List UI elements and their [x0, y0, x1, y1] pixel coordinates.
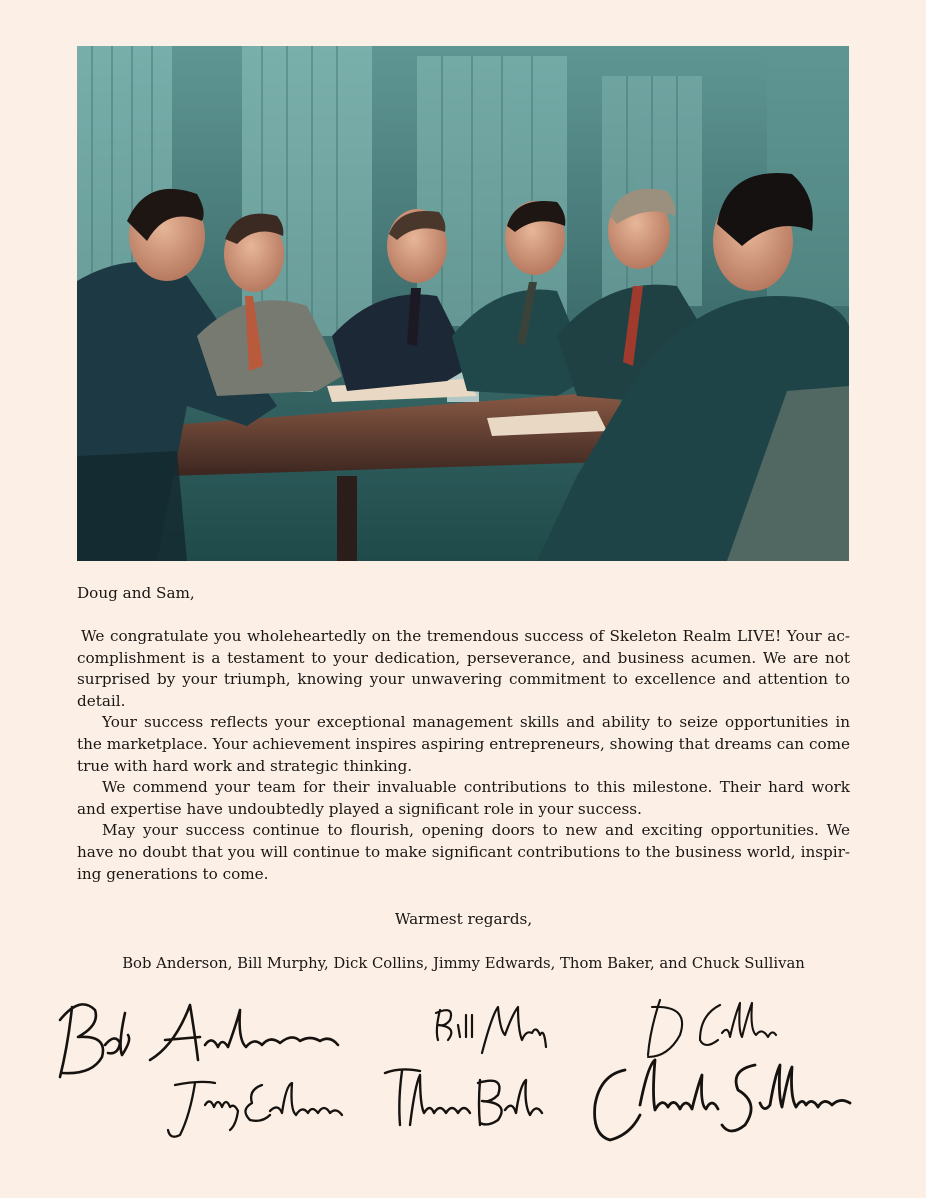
signature-thomas-baker [385, 1069, 542, 1125]
paragraph-3: We commend your team for their invaluable contributions to this milestone. Their hard work and expertise have undoubtedly played a significant role in your success. [77, 778, 850, 818]
meeting-photo [77, 46, 849, 561]
signature-charles-sullivan [595, 1060, 850, 1140]
closing: Warmest regards, [394, 910, 533, 928]
salutation: Doug and Sam, [77, 584, 195, 602]
signature-bob-anderson [60, 1004, 338, 1077]
paragraph-4: May your success continue to flourish, opening doors to new and exciting opportunities. We have no doubt that you will continue to make significant contributions to the business world, inspiring generations to come. [77, 821, 850, 883]
paragraph-1: We congratulate you wholeheartedly on the tremendous success of Skeleton Realm LIVE! Your accomplishment is a testament to your dedication, perseverance, and business acumen. We are not surprised by your triumph, knowing your unwavering commitment to excellence and attention to detail. [77, 627, 850, 710]
meeting-photo-icon [77, 46, 849, 561]
paragraph-2: Your success reflects your exceptional management skills and ability to seize opportunities in the marketplace. Your achievement inspires aspiring entrepreneurs, showing that dreams can come true with hard work and strategic thinking. [77, 713, 850, 775]
signature-jimmy-edwards [168, 1082, 342, 1137]
signatures-block [0, 985, 926, 1155]
signature-bill-murphy [436, 1007, 546, 1053]
letter-body [77, 626, 850, 885]
signature-d-collins [648, 1000, 776, 1057]
signatories: Bob Anderson, Bill Murphy, Dick Collins, Jimmy Edwards, Thom Baker, and Chuck Sullivan [122, 955, 805, 972]
